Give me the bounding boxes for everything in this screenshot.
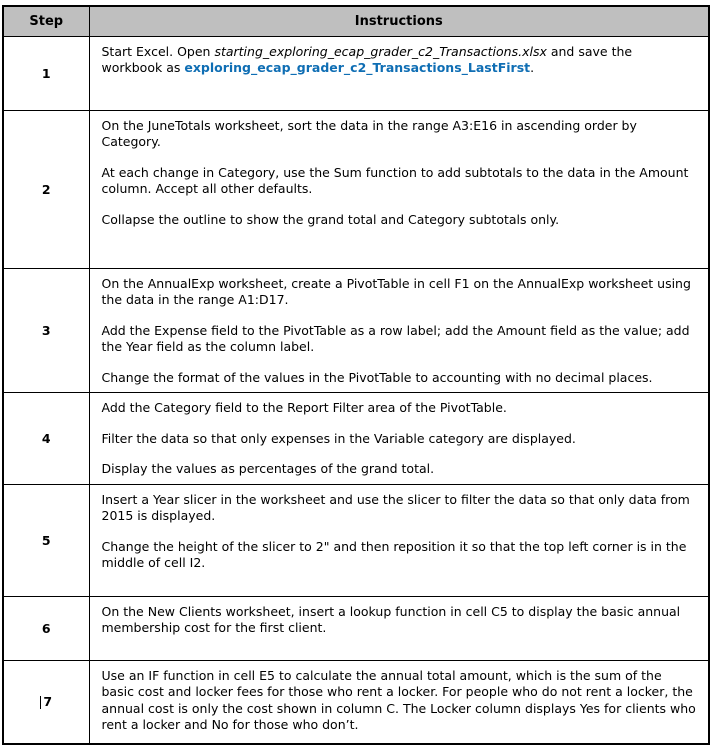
step-number: 5 [3, 484, 89, 596]
step-column-header: Step [3, 6, 89, 36]
instruction-paragraph: Change the height of the slicer to 2" and then reposition it so that the top left corner is in the middle of cell I2. [101, 538, 687, 570]
table-row [3, 393, 709, 485]
table-header-row [3, 6, 709, 36]
instruction-paragraph: On the New Clients worksheet, insert a lookup function in cell C5 to display the basic annual membership cost for the first client. [101, 603, 681, 635]
instructions-cell [89, 110, 709, 268]
instruction-paragraph: Insert a Year slicer in the worksheet and use the slicer to filter the data so that only data from 2015 is displayed. [101, 491, 690, 523]
step-number: 4 [3, 393, 89, 485]
table-row [3, 110, 709, 268]
open-filename-italic: starting_exploring_ecap_grader_c2_Transactions.xlsx [214, 43, 547, 59]
step-number: 1 [3, 36, 89, 110]
step-number [3, 660, 89, 744]
table-row [3, 268, 709, 393]
instructions-cell [89, 393, 709, 485]
instruction-paragraph [102, 44, 697, 77]
instructions-cell [89, 596, 709, 660]
text-segment: Start Excel. Open [101, 43, 215, 59]
step-number: 6 [3, 596, 89, 660]
step-number-text: 7 [43, 694, 53, 710]
text-cursor [40, 696, 41, 709]
step-number: 2 [3, 110, 89, 268]
save-filename-bold-blue: exploring_ecap_grader_c2_Transactions_LastFirst [184, 60, 531, 75]
instructions-cell [89, 660, 709, 744]
instructions-table [2, 5, 710, 745]
instruction-paragraph: Display the values as percentages of the grand total. [101, 461, 435, 476]
text-segment: . [530, 60, 535, 75]
instruction-paragraph: Add the Category field to the Report Filter area of the PivotTable. [101, 400, 507, 415]
text-segment: and save the workbook as [101, 43, 633, 75]
instructions-cell [89, 36, 709, 110]
instruction-paragraph: At each change in Category, use the Sum function to add subtotals to the data in the Amount column. Accept all other defaults. [101, 164, 689, 196]
instruction-paragraph: Filter the data so that only expenses in the Variable category are displayed. [101, 430, 576, 446]
instruction-paragraph: Use an IF function in cell E5 to calculate the annual total amount, which is the sum of the basic cost and locker fees for those who rent a locker. For people who do not rent a locker, the annual cost is only the cost shown in column C. The Locker column displays Yes for clients who rent a locker and No for those who don’t. [101, 667, 696, 732]
table-row [3, 660, 709, 744]
instruction-paragraph: Collapse the outline to show the grand total and Category subtotals only. [101, 211, 560, 227]
table-row [3, 484, 709, 596]
instruction-paragraph: Change the format of the values in the PivotTable to accounting with no decimal places. [101, 369, 653, 385]
instruction-paragraph: On the AnnualExp worksheet, create a PivotTable in cell F1 on the AnnualExp worksheet using the data in the range A1:D17. [101, 275, 691, 307]
table-row [3, 36, 709, 110]
instruction-paragraph: On the JuneTotals worksheet, sort the data in the range A3:E16 in ascending order by Category. [101, 117, 637, 149]
step-number: 3 [3, 268, 89, 393]
table-row [3, 596, 709, 660]
instructions-column-header: Instructions [89, 6, 709, 36]
instructions-cell [89, 484, 709, 596]
instruction-paragraph: Add the Expense field to the PivotTable as a row label; add the Amount field as the value; add the Year field as the column label. [101, 322, 690, 354]
instructions-cell [89, 268, 709, 393]
